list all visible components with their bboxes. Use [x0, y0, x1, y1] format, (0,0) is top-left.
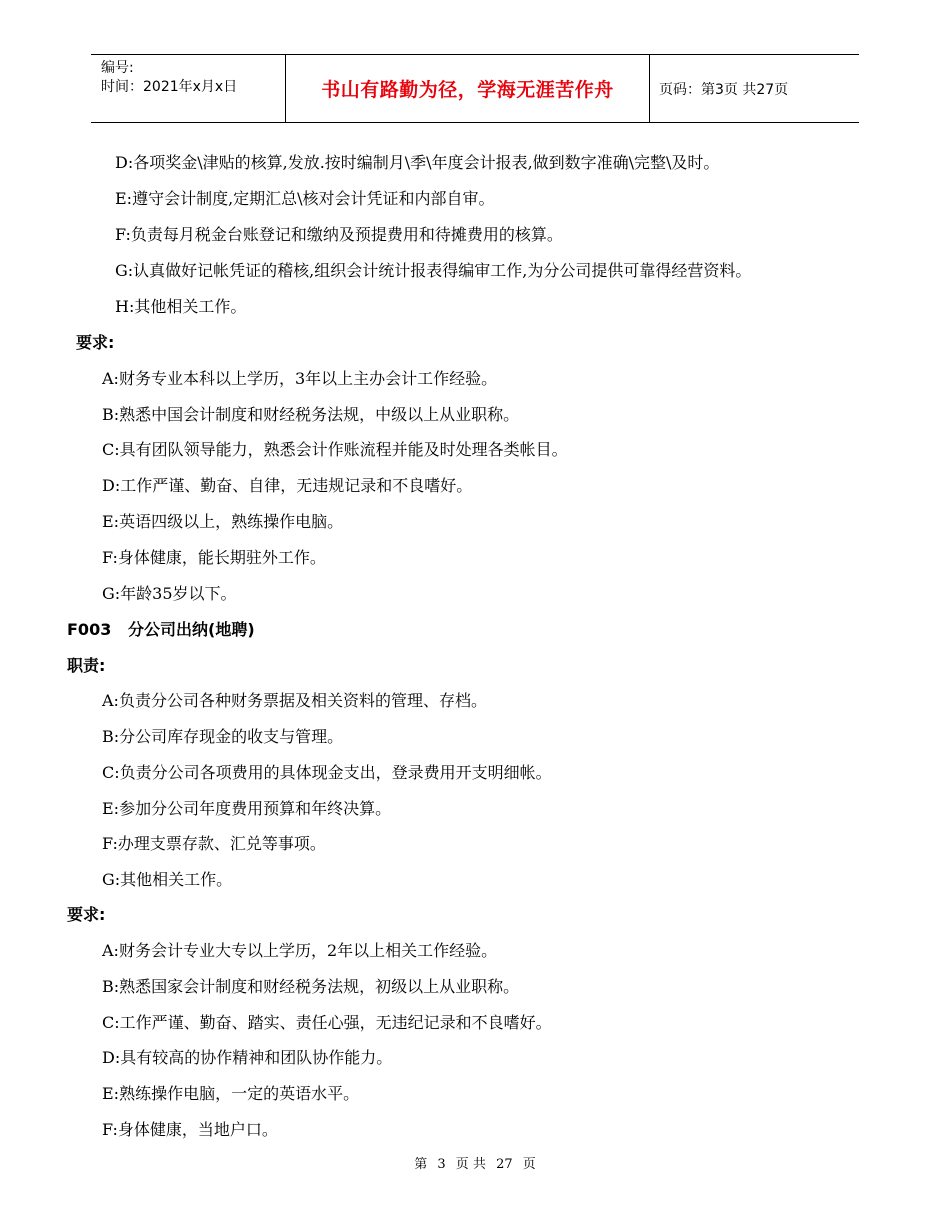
requirements-heading: 要求: — [76, 333, 115, 352]
footer-middle: 页 共 — [455, 1157, 486, 1172]
requirements-heading: 要求: — [67, 905, 106, 924]
page-footer — [0, 1156, 950, 1174]
requirement-line: E:英语四级以上，熟练操作电脑。 — [102, 512, 344, 531]
section-title: F003 分公司出纳(地聘) — [67, 620, 255, 639]
duty-line: B:分公司库存现金的收支与管理。 — [102, 727, 344, 746]
header-motto: 书山有路勤为径，学海无涯苦作舟 — [321, 79, 614, 101]
duty-line: F:负责每月税金台账登记和缴纳及预提费用和待摊费用的核算。 — [115, 225, 563, 244]
requirement-line: C:工作严谨、勤奋、踏实、责任心强，无违纪记录和不良嗜好。 — [102, 1013, 552, 1032]
requirement-line: F:身体健康，能长期驻外工作。 — [102, 548, 326, 567]
footer-prefix: 第 — [414, 1157, 428, 1172]
duty-line: F:办理支票存款、汇兑等事项。 — [102, 834, 326, 853]
requirement-line: F:身体健康，当地户口。 — [102, 1120, 278, 1139]
duty-line: H:其他相关工作。 — [115, 297, 247, 316]
header-time: 时间：2021年x月x日 — [101, 79, 238, 95]
duty-line: C:负责分公司各项费用的具体现金支出，登录费用开支明细帐。 — [102, 763, 552, 782]
requirement-line: B:熟悉国家会计制度和财经税务法规，初级以上从业职称。 — [102, 977, 520, 996]
duty-line: G:认真做好记帐凭证的稽核,组织会计统计报表得编审工作,为分公司提供可靠得经营资料。 — [115, 261, 752, 280]
duty-line: A:负责分公司各种财务票据及相关资料的管理、存档。 — [102, 691, 487, 710]
duty-line: E:参加分公司年度费用预算和年终决算。 — [102, 799, 392, 818]
requirement-line: A:财务专业本科以上学历，3年以上主办会计工作经验。 — [102, 369, 498, 388]
duties-heading: 职责: — [67, 656, 106, 675]
duty-line: E:遵守会计制度,定期汇总\核对会计凭证和内部自审。 — [115, 189, 495, 208]
duty-line: G:其他相关工作。 — [102, 870, 233, 889]
requirement-line: D:工作严谨、勤奋、自律，无违规记录和不良嗜好。 — [102, 476, 473, 495]
footer-current-page: 3 — [437, 1157, 446, 1172]
requirement-line: C:具有团队领导能力，熟悉会计作账流程并能及时处理各类帐目。 — [102, 440, 568, 459]
requirement-line: E:熟练操作电脑，一定的英语水平。 — [102, 1084, 360, 1103]
header-number: 编号: — [101, 60, 134, 76]
requirement-line: B:熟悉中国会计制度和财经税务法规，中级以上从业职称。 — [102, 405, 520, 424]
footer-total-pages: 27 — [496, 1157, 513, 1172]
duty-line: D:各项奖金\津贴的核算,发放.按时编制月\季\年度会计报表,做到数字准确\完整\及时。 — [115, 153, 720, 172]
requirement-line: G:年龄35岁以下。 — [102, 584, 237, 603]
footer-suffix: 页 — [522, 1157, 536, 1172]
page-header — [91, 54, 859, 123]
header-page-number: 页码：第3页 共27页 — [659, 81, 789, 98]
requirement-line: A:财务会计专业大专以上学历，2年以上相关工作经验。 — [102, 941, 498, 960]
header-meta — [101, 59, 237, 97]
header-divider — [649, 55, 650, 122]
requirement-line: D:具有较高的协作精神和团队协作能力。 — [102, 1048, 393, 1067]
